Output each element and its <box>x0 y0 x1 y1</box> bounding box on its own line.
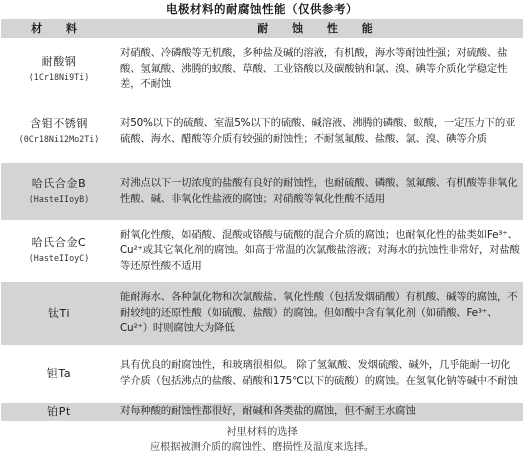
property-cell: 对每种酸的耐蚀性都很好，耐碱和各类盐的腐蚀，但不耐王水腐蚀 <box>117 403 523 421</box>
material-name: 钽Ta <box>46 367 72 381</box>
footer-heading: 衬里材料的选择 <box>226 427 298 438</box>
property-cell: 对50%以下的硫酸、室温5%以下的硫酸、碱溶液、沸腾的磷酸、蚁酸，一定压力下的亚硫酸、海水、醋酸等介质有较强的耐蚀性；不耐氢氟酸、盐酸、氯、溴、碘等介质 <box>117 101 523 163</box>
material-cell <box>1 220 117 282</box>
table-row <box>1 38 523 101</box>
material-name: 哈氏合金C <box>31 236 87 250</box>
material-name: 哈氏合金B <box>31 176 87 190</box>
material-name: 钛Ti <box>47 306 71 320</box>
header-material: 材 料 <box>1 19 117 38</box>
table-title: 电极材料的耐腐蚀性能（仅供参考） <box>166 2 358 16</box>
property-cell: 耐氧化性酸，如硝酸、混酸或铬酸与硫酸的混合介质的腐蚀；也耐氧化性的盐类如Fe³⁺、Cu²⁺或其它氧化剂的腐蚀。如高于常温的次氯酸盐溶液；对海水的抗蚀性非常好，对盐酸等还原性酸不适用 <box>117 220 523 282</box>
material-cell <box>1 101 117 163</box>
material-cell <box>1 282 117 345</box>
table-row <box>1 163 523 220</box>
property-cell: 对硝酸、冷磷酸等无机酸，多种盐及碱的溶液，有机酸，海水等耐蚀性强；对硫酸、盐酸、氢氟酸、沸腾的蚁酸、草酸、工业铬酸以及碳酸钠和氯、溴、碘等介质化学稳定性差，不耐蚀 <box>117 38 523 101</box>
table-row <box>1 282 523 345</box>
property-cell: 对沸点以下一切浓度的盐酸有良好的耐蚀性，也耐硫酸、磷酸、氢氟酸、有机酸等非氧化性酸、碱、非氧化性盐液的腐蚀；对硝酸等氧化性酸不适用 <box>117 163 523 220</box>
table-row <box>1 403 523 421</box>
footer-note: 应根据被测介质的腐蚀性、磨损性及温度来选择。 <box>149 442 375 453</box>
property-cell: 能耐海水、各种氯化物和次氯酸盐、氧化性酸（包括发烟硝酸）有机酸、碱等的腐蚀，不耐较纯的还原性酸（如硫酸、盐酸）的腐蚀。但如酸中含有氧化剂（如硝酸、Fe³⁺、Cu²⁺）时则腐蚀大为降低 <box>117 282 523 345</box>
property-cell: 具有优良的耐腐蚀性，和玻璃很相似。 除了氢氟酸、发烟硫酸、碱外，几乎能耐一切化学介质（包括沸点的盐酸、硝酸和175℃以下的硫酸）的腐蚀。在氢氧化钠等碱中不耐蚀 <box>117 345 523 403</box>
material-name: 耐酸钢 <box>41 54 77 68</box>
corrosion-resistance-table <box>1 19 523 421</box>
material-cell <box>1 38 117 101</box>
material-code: (HasteIIoyB) <box>28 193 90 204</box>
table-row <box>1 101 523 163</box>
material-cell <box>1 163 117 220</box>
material-code: (HasteIIoyC) <box>28 253 90 263</box>
material-code: (0Cr18Ni12Mo2Ti) <box>18 134 100 144</box>
material-name: 含钼不锈钢 <box>30 117 88 131</box>
table-row <box>1 345 523 403</box>
material-code: (1Cr18Ni9Ti) <box>28 71 90 82</box>
material-cell <box>1 345 117 403</box>
material-name: 铂Pt <box>47 405 71 419</box>
header-property: 耐 蚀 性 能 <box>117 19 523 38</box>
table-header-row <box>1 19 523 38</box>
material-cell <box>1 403 117 421</box>
table-row <box>1 220 523 282</box>
